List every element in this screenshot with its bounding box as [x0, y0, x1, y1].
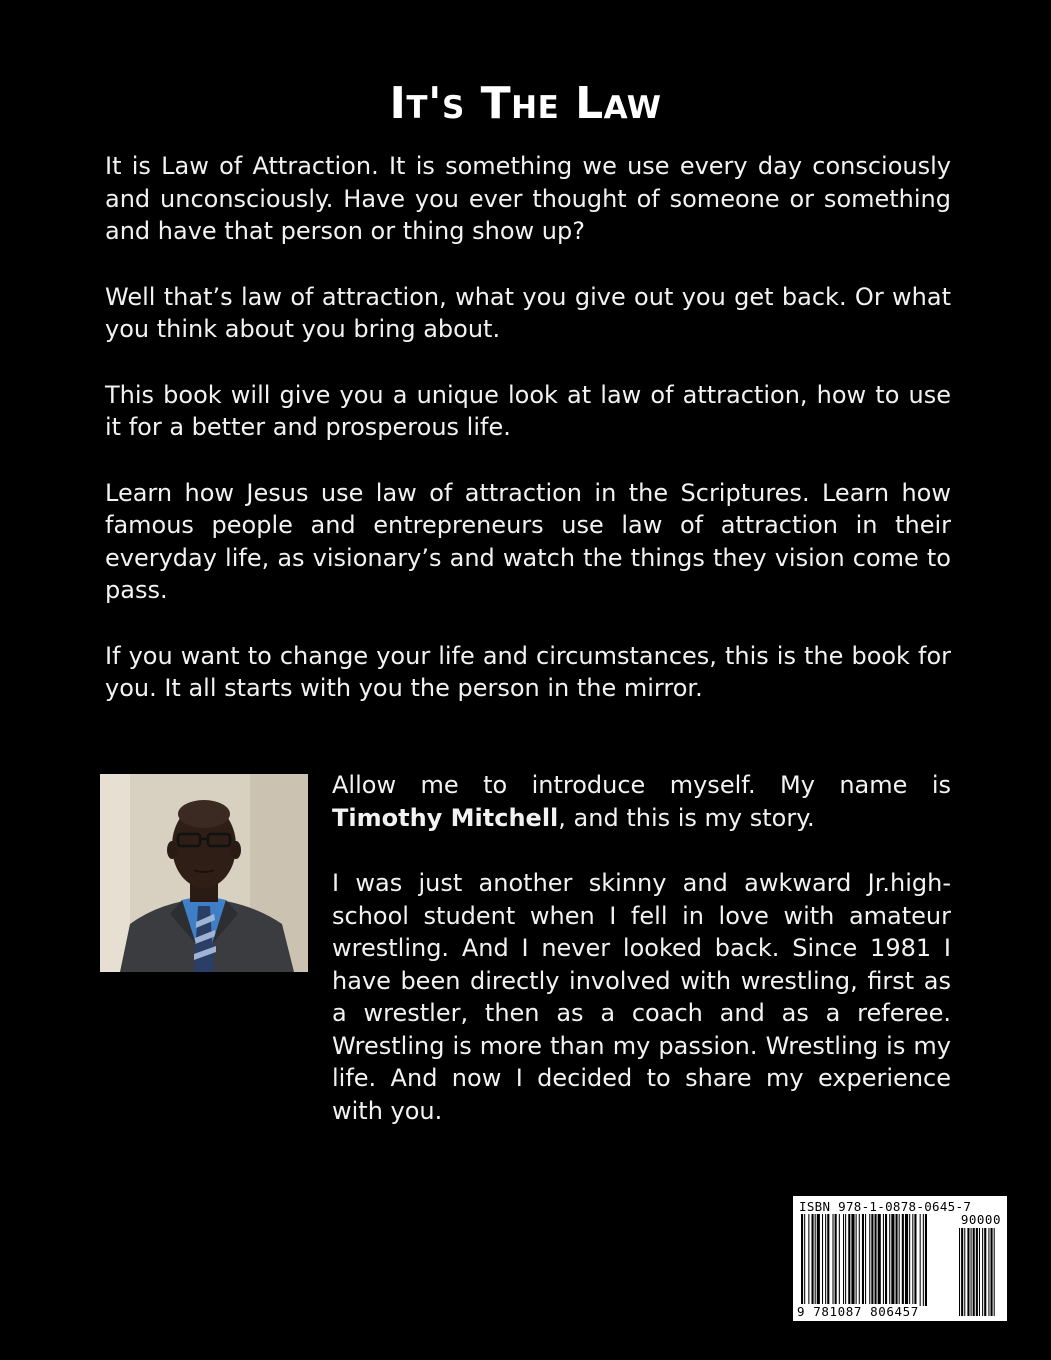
barcode-bar — [991, 1228, 993, 1316]
barcode-bar — [885, 1214, 887, 1306]
barcode-bar — [959, 1228, 960, 1316]
description-paragraph: It is Law of Attraction. It is something we use every day consciously and unconsciously. Have you ever thought of someone or something and have that person or thing show up? — [105, 152, 951, 245]
description-paragraph: Learn how Jesus use law of attraction in the Scriptures. Learn how famous people and entrepreneurs use law of attraction in their everyday life, as visionary’s and watch the things they vision come to pass. — [105, 478, 951, 604]
barcode-bar — [971, 1228, 972, 1316]
description-paragraph: This book will give you a unique look at law of attraction, how to use it for a better and prosperous life. — [105, 380, 951, 441]
barcode-bar — [891, 1214, 894, 1306]
barcode-bar — [871, 1214, 873, 1306]
bio-story: I was just another skinny and awkward Jr.high-school student when I fell in love with amateur wrestling. And I never looked back. Since 1981 I have been directly involved with wrestling, first as a wrestler, then as a coach and as a referee. Wrestling is more than my passion. Wrestling is my life. And now I decided to share my experience with you. — [332, 869, 951, 1125]
barcode-bar — [817, 1214, 820, 1306]
barcode-bar — [859, 1214, 860, 1306]
barcode-bar — [920, 1214, 921, 1306]
barcode-bar — [905, 1214, 908, 1306]
barcode-bar — [902, 1214, 904, 1306]
barcode-bar — [984, 1228, 986, 1316]
barcode-bar — [979, 1228, 980, 1316]
barcode-bar — [925, 1214, 927, 1306]
barcode-bar — [899, 1214, 900, 1306]
author-name: Timothy Mitchell — [332, 803, 559, 832]
barcode-bar — [883, 1214, 884, 1306]
barcode-bar — [964, 1228, 965, 1316]
bio-intro-after: , and this is my story. — [558, 803, 815, 832]
barcode-bars-icon — [793, 1196, 1007, 1321]
barcode-bar — [804, 1214, 805, 1306]
book-title: It's The Law — [389, 78, 662, 129]
barcode-bar — [845, 1214, 846, 1306]
barcode-bar — [839, 1214, 840, 1306]
barcode-bar — [976, 1228, 978, 1316]
barcode-bar — [988, 1228, 989, 1316]
barcode-bar — [843, 1214, 844, 1306]
barcode-bar — [869, 1214, 870, 1306]
barcode-bar — [801, 1214, 803, 1306]
barcode-bar — [851, 1214, 854, 1306]
barcode-bar — [827, 1214, 829, 1306]
barcode-bar — [865, 1214, 866, 1306]
barcode-bar — [822, 1214, 823, 1306]
barcode-bar — [862, 1214, 864, 1306]
isbn-label: ISBN 978-1-0878-0645-7 — [799, 1199, 972, 1214]
barcode-bar — [961, 1228, 963, 1316]
barcode-bar — [889, 1214, 890, 1306]
barcode-bar — [909, 1214, 910, 1306]
barcode-bar — [848, 1214, 850, 1306]
barcode-bar — [982, 1228, 983, 1316]
barcode-bar — [825, 1214, 826, 1306]
barcode-bar — [967, 1228, 969, 1316]
barcode-bar — [912, 1214, 913, 1306]
barcode-bar — [923, 1214, 924, 1306]
barcode-bar — [878, 1214, 881, 1306]
barcode-bar — [994, 1228, 995, 1316]
barcode-bar — [896, 1214, 898, 1306]
author-photo — [100, 774, 308, 972]
description-paragraph: Well that’s law of attraction, what you give out you get back. Or what you think about you bring about. — [105, 282, 951, 343]
barcode-bar — [875, 1214, 877, 1306]
price-code: 90000 — [960, 1212, 1001, 1227]
barcode-bar — [808, 1214, 809, 1306]
barcode-bar — [973, 1228, 975, 1316]
barcode-bar — [812, 1214, 814, 1306]
barcode-bar — [815, 1214, 816, 1306]
bio-intro — [332, 769, 951, 834]
barcode-bar — [833, 1214, 834, 1306]
bio-intro-before: Allow me to introduce myself. My name is — [332, 771, 951, 799]
book-description — [105, 150, 951, 738]
barcode-bar — [835, 1214, 837, 1306]
barcode-bar — [856, 1214, 857, 1306]
author-portrait-icon — [100, 774, 308, 972]
isbn-barcode — [793, 1196, 1007, 1321]
author-bio — [332, 769, 951, 1160]
description-paragraph: If you want to change your life and circumstances, this is the book for you. It all starts with you the person in the mirror. — [105, 641, 951, 702]
ean-digits: 9 781087 806457 — [797, 1304, 919, 1319]
barcode-bar — [914, 1214, 916, 1306]
